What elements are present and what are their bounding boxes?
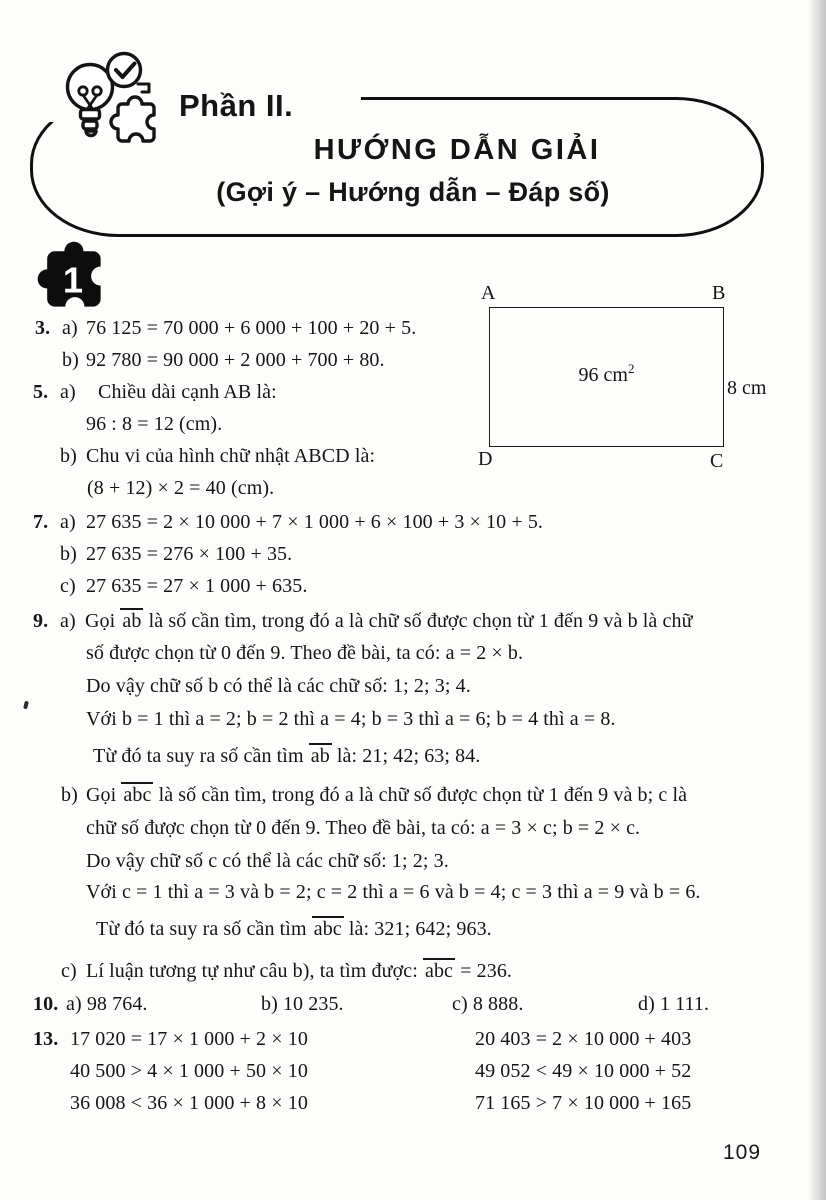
- solution-line: [0, 847, 826, 877]
- solution-text: a): [62, 317, 78, 339]
- solution-text: 49 052 < 49 × 10 000 + 52: [475, 1060, 692, 1082]
- solution-text: 27 635 = 2 × 10 000 + 7 × 1 000 + 6 × 100 + 3 × 10 + 5.: [86, 511, 544, 533]
- solution-text: Gọi abc là số cần tìm, trong đó a là chữ số được chọn từ 1 đến 9 và b; c là: [86, 784, 688, 806]
- solution-text: 76 125 = 70 000 + 6 000 + 100 + 20 + 5.: [86, 317, 417, 339]
- solution-text: c): [60, 575, 76, 597]
- solution-text: 40 500 > 4 × 1 000 + 50 × 10: [70, 1060, 308, 1082]
- solution-line: [0, 915, 826, 945]
- solution-text: b): [62, 349, 79, 371]
- area-exponent: 2: [627, 361, 635, 376]
- overline-number: ab: [122, 610, 142, 632]
- solution-text: c) 8 888.: [452, 993, 524, 1015]
- solution-line: [0, 814, 826, 844]
- area-label: 96 $cm^2$: [578, 361, 635, 386]
- solution-text: b) 10 235.: [261, 993, 344, 1015]
- solution-text: b): [60, 543, 77, 565]
- solution-line: [0, 410, 826, 440]
- solution-text: b): [61, 784, 78, 806]
- solution-text: Gọi ab là số cần tìm, trong đó a là chữ số được chọn từ 1 đến 9 và b là chữ: [85, 610, 693, 632]
- corner-label-c: C: [710, 450, 724, 472]
- solution-line: [0, 474, 826, 504]
- solution-line: [0, 639, 826, 669]
- page-number: 109: [723, 1141, 762, 1164]
- solution-line: [0, 540, 826, 570]
- solution-line: [0, 957, 826, 987]
- solution-text: a): [60, 511, 76, 533]
- side-label: 8 cm: [727, 377, 767, 399]
- solution-line: [0, 1025, 826, 1055]
- solution-text: d) 1 111.: [638, 993, 710, 1015]
- solution-text: c): [61, 960, 77, 982]
- solution-text: chữ số được chọn từ 0 đến 9. Theo đề bài, ta có: a = 3 × c; b = 2 × c.: [86, 817, 641, 839]
- solution-line: [0, 672, 826, 702]
- solution-line: [0, 346, 826, 376]
- solution-text: Với c = 1 thì a = 3 và b = 2; c = 2 thì a = 6 và b = 4; c = 3 thì a = 9 và b = 6.: [86, 881, 701, 903]
- solution-line: [0, 1089, 826, 1119]
- header-title: HƯỚNG DẪN GIẢI: [313, 134, 601, 166]
- solution-text: Do vậy chữ số c có thể là các chữ số: 1; 2; 3.: [86, 850, 449, 872]
- solution-text: 36 008 < 36 × 1 000 + 8 × 10: [70, 1092, 308, 1114]
- solution-line: [0, 314, 826, 344]
- problem-number: 7.: [33, 511, 49, 533]
- problem-number: 10.: [33, 993, 59, 1015]
- corner-label-d: D: [478, 448, 493, 470]
- solution-line: [0, 990, 826, 1020]
- problem-number: 9.: [33, 610, 49, 632]
- solution-text: 92 780 = 90 000 + 2 000 + 700 + 80.: [86, 349, 385, 371]
- solution-text: 27 635 = 27 × 1 000 + 635.: [86, 575, 308, 597]
- overline-number: ab: [310, 745, 330, 767]
- solution-text: (8 + 12) × 2 = 40 (cm).: [87, 477, 275, 499]
- corner-label-b: B: [712, 282, 726, 304]
- part-label: Phần II.: [179, 88, 294, 123]
- solution-text: Chu vi của hình chữ nhật ABCD là:: [86, 445, 376, 467]
- problem-number: 3.: [35, 317, 51, 339]
- solution-line: [0, 508, 826, 538]
- solution-text: Chiều dài cạnh AB là:: [98, 381, 277, 403]
- solution-text: Với b = 1 thì a = 2; b = 2 thì a = 4; b = 3 thì a = 6; b = 4 thì a = 8.: [86, 708, 616, 730]
- solution-line: [0, 442, 826, 472]
- overline-number: abc: [123, 784, 152, 806]
- problem-number: 5.: [33, 381, 49, 403]
- solution-text: 17 020 = 17 × 1 000 + 2 × 10: [70, 1028, 308, 1050]
- solution-text: số được chọn từ 0 đến 9. Theo đề bài, ta có: a = 2 × b.: [86, 642, 524, 664]
- header-subtitle: (Gợi ý – Hướng dẫn – Đáp số): [216, 177, 610, 207]
- solution-text: a): [60, 381, 76, 403]
- solution-text: a) 98 764.: [66, 993, 148, 1015]
- scan-edge-shadow: [808, 0, 826, 1200]
- solution-text: 27 635 = 276 × 100 + 35.: [86, 543, 293, 565]
- chapter-number: 1: [62, 259, 84, 301]
- solution-text: 71 165 > 7 × 10 000 + 165: [475, 1092, 692, 1114]
- solution-line: [0, 1057, 826, 1087]
- solution-line: [0, 781, 826, 811]
- solution-text: b): [60, 445, 77, 467]
- solution-line: [0, 607, 826, 637]
- solution-line: [0, 705, 826, 735]
- solution-line: [0, 878, 826, 908]
- solution-text: Lí luận tương tự như câu b), ta tìm được: abc = 236.: [86, 960, 513, 982]
- overline-number: abc: [313, 918, 342, 940]
- solution-line: [0, 572, 826, 602]
- solution-text: Từ đó ta suy ra số cần tìm abc là: 321; 642; 963.: [96, 918, 492, 940]
- solution-text: 96 : 8 = 12 (cm).: [86, 413, 223, 435]
- overline-number: abc: [424, 960, 454, 982]
- solution-text: 20 403 = 2 × 10 000 + 403: [475, 1028, 692, 1050]
- corner-label-a: A: [481, 282, 496, 304]
- solution-text: Do vậy chữ số b có thể là các chữ số: 1; 2; 3; 4.: [86, 675, 471, 697]
- solution-text: a): [60, 610, 76, 632]
- solution-line: [0, 742, 826, 772]
- solution-line: [0, 378, 826, 408]
- solution-text: Từ đó ta suy ra số cần tìm ab là: 21; 42; 63; 84.: [93, 745, 481, 767]
- problem-number: 13.: [33, 1028, 59, 1050]
